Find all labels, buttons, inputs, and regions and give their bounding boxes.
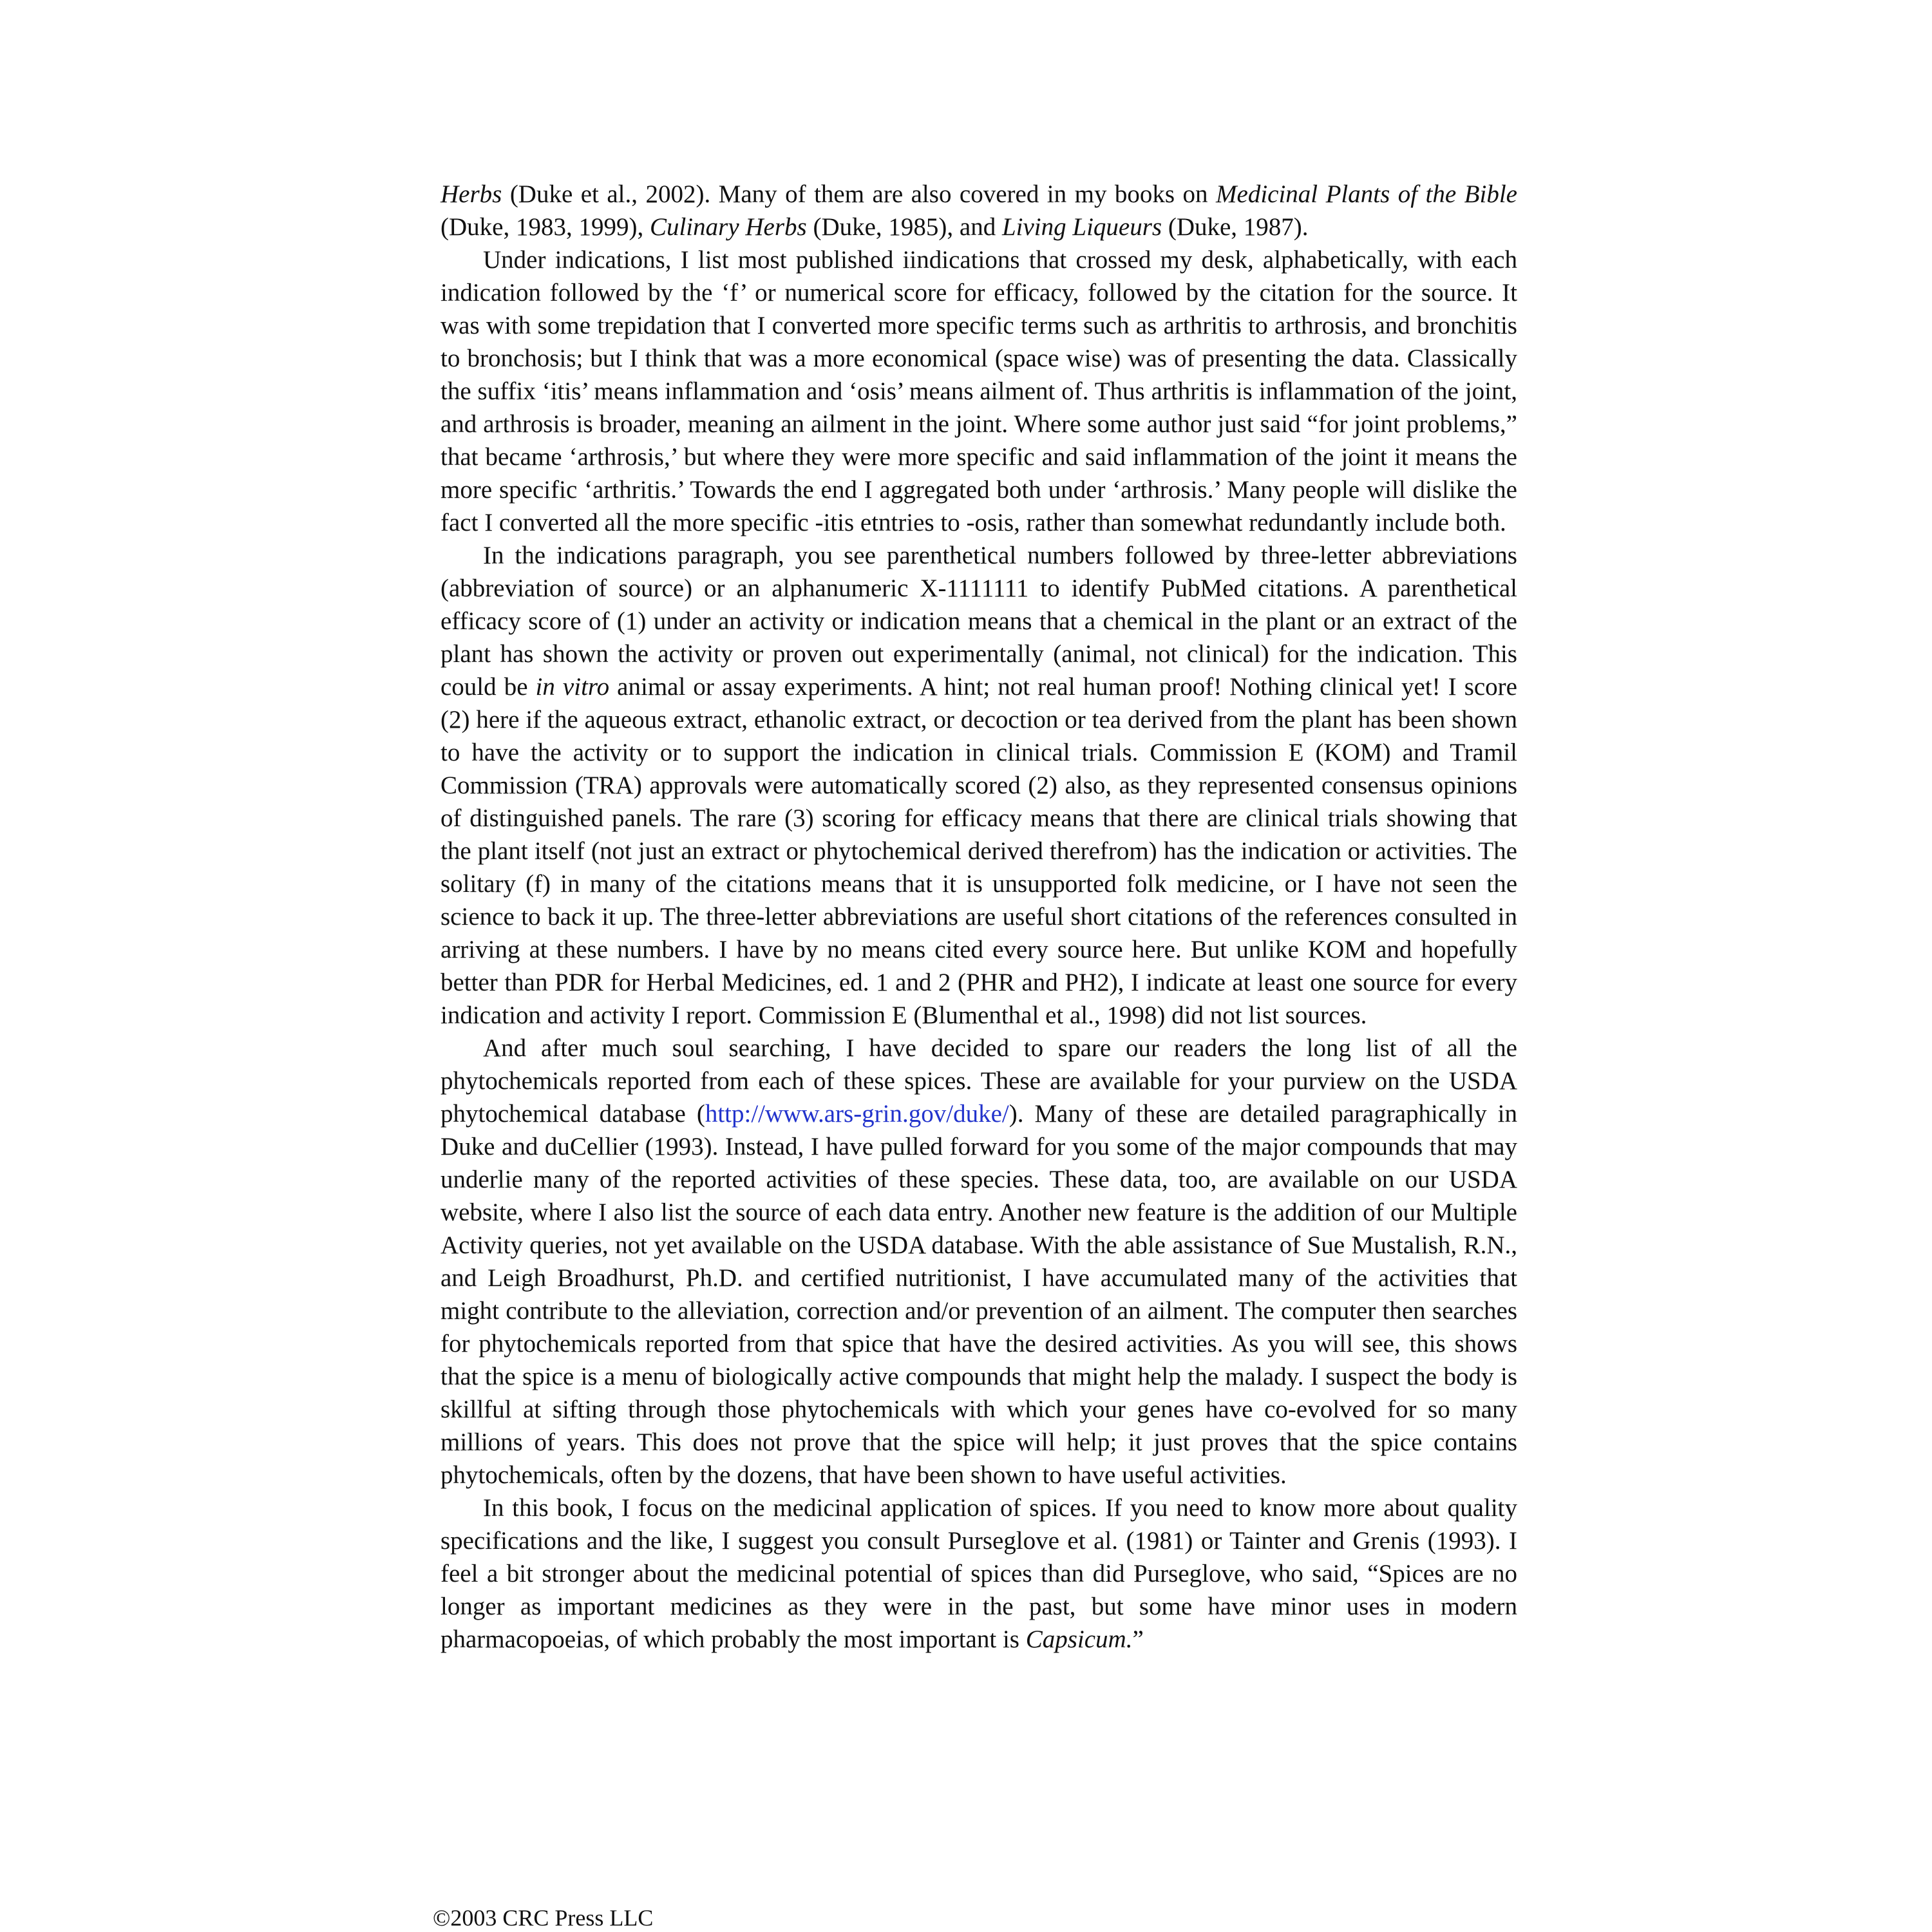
italic-text: Culinary Herbs	[649, 213, 807, 241]
paragraph	[440, 1032, 1517, 1492]
text-run: (Duke et al., 2002). Many of them are also covered in my books on	[502, 180, 1217, 208]
text-run: animal or assay experiments. A hint; not real human proof! Nothing clinical yet! I score (2) here if the aqueous extract, ethanolic extract, or decoction or tea derived from the plant has been shown to have the activity or to support the indication in clinical trials. Commission E (KOM) and Tramil Commission (TRA) approvals were automatically scored (2) also, as they represented consensus opinions of distinguished panels. The rare (3) scoring for efficacy means that there are clinical trials showing that the plant itself (not just an extract or phytochemical derived therefrom) has the indication or activities. The solitary (f) in many of the citations means that it is unsupported folk medicine, or I have not seen the science to back it up. The three-letter abbreviations are useful short citations of the references consulted in arriving at these numbers. I have by no means cited every source here. But unlike KOM and hopefully better than PDR for Herbal Medicines, ed. 1 and 2 (PHR and PH2), I indicate at least one source for every indication and activity I report. Commission E (Blumenthal et al., 1998) did not list sources.	[440, 673, 1517, 1029]
body-text	[440, 178, 1517, 1656]
text-run: In this book, I focus on the medicinal application of spices. If you need to know more about quality specifications and the like, I suggest you consult Purseglove et al. (1981) or Tainter and Grenis (1993). I feel a bit stronger about the medicinal potential of spices than did Purseglove, who said, “Spices are no longer as important medicines as they were in the past, but some have minor uses in modern pharmacopoeias, of which probably the most important is	[440, 1494, 1517, 1653]
copyright-footer: ©2003 CRC Press LLC	[433, 1905, 654, 1931]
italic-text: Herbs	[440, 180, 502, 208]
paragraph	[440, 178, 1517, 243]
italic-text: in vitro	[535, 673, 610, 701]
paragraph	[440, 1492, 1517, 1656]
text-run: (Duke, 1983, 1999),	[440, 213, 650, 241]
text-run: (Duke, 1985), and	[806, 213, 1002, 241]
text-run: ”	[1132, 1625, 1144, 1653]
database-link[interactable]: http://www.ars-grin.gov/duke/	[705, 1100, 1009, 1128]
paragraph	[440, 243, 1517, 539]
text-run: (Duke, 1987).	[1162, 213, 1309, 241]
text-run: And after much soul searching, I have decided to spare our readers the long list of all the phytochemicals reported from each of these spices. These are available for your purview on the USDA phytochemical database (	[440, 1034, 1517, 1128]
italic-text: Living Liqueurs	[1001, 213, 1162, 241]
text-run: Under indications, I list most published iindications that crossed my desk, alphabetically, with each indication followed by the ‘f’ or numerical score for efficacy, followed by the citation for the source. It was with some trepidation that I converted more specific terms such as arthritis to arthrosis, and bronchitis to bronchosis; but I think that was a more economical (space wise) was of presenting the data. Classically the suffix ‘itis’ means inflammation and ‘osis’ means ailment of. Thus arthritis is inflammation of the joint, and arthrosis is broader, meaning an ailment in the joint. Where some author just said “for joint problems,” that became ‘arthrosis,’ but where they were more specific and said inflammation of the joint it means the more specific ‘arthritis.’ Towards the end I aggregated both under ‘arthrosis.’ Many people will dislike the fact I converted all the more specific -itis etntries to -osis, rather than somewhat redundantly include both.	[440, 246, 1517, 536]
italic-text: Medicinal Plants of the Bible	[1216, 180, 1517, 208]
text-run: In the indications paragraph, you see parenthetical numbers followed by three-letter abbreviations (abbreviation of source) or an alphanumeric X-1111111 to identify PubMed citations. A parenthetical efficacy score of (1) under an activity or indication means that a chemical in the plant or an extract of the plant has shown the activity or proven out experimentally (animal, not clinical) for the indication. This could be	[440, 542, 1517, 701]
paragraph	[440, 539, 1517, 1032]
text-run: ). Many of these are detailed paragraphically in Duke and duCellier (1993). Instead, I have pulled forward for you some of the major compounds that may underlie many of the reported activities of these species. These data, too, are available on our USDA website, where I also list the source of each data entry. Another new feature is the addition of our Multiple Activity queries, not yet available on the USDA database. With the able assistance of Sue Mustalish, R.N., and Leigh Broadhurst, Ph.D. and certified nutritionist, I have accumulated many of the activities that might contribute to the alleviation, correction and/or prevention of an ailment. The computer then searches for phytochemicals reported from that spice that have the desired activities. As you will see, this shows that the spice is a menu of biologically active compounds that might help the malady. I suspect the body is skillful at sifting through those phytochemicals with which your genes have co-evolved for so many millions of years. This does not prove that the spice will help; it just proves that the spice contains phytochemicals, often by the dozens, that have been shown to have useful activities.	[440, 1100, 1517, 1489]
italic-text: Capsicum.	[1025, 1625, 1133, 1653]
